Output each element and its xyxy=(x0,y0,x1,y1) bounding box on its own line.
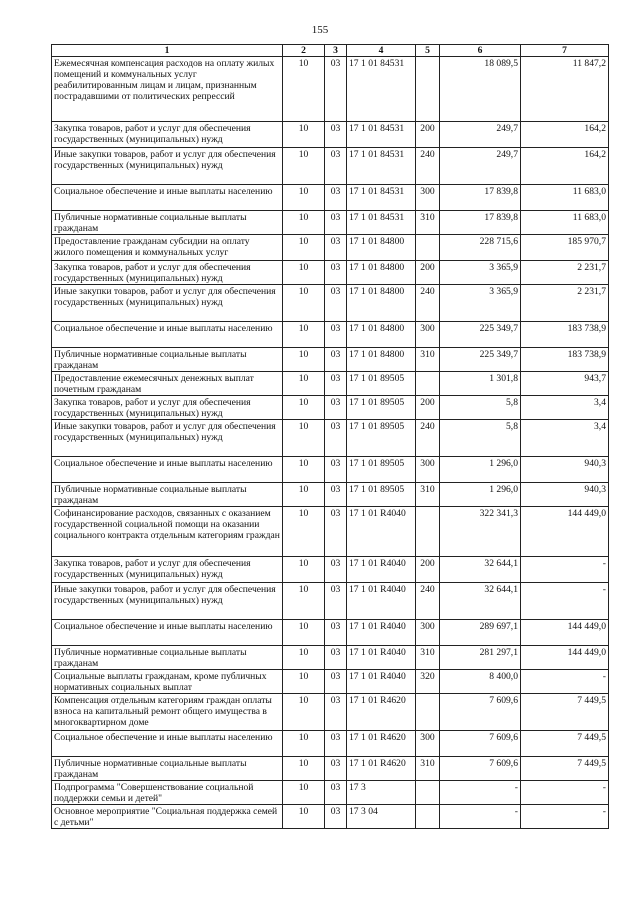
table-row xyxy=(52,285,609,322)
row-expense-type: 310 xyxy=(416,483,440,507)
row-value-col6: 225 349,7 xyxy=(440,348,521,372)
row-value-col7: - xyxy=(521,805,609,829)
row-value-col7: 7 449,5 xyxy=(521,731,609,757)
row-subsection: 03 xyxy=(325,457,347,483)
table-header xyxy=(52,45,609,57)
row-article-code: 17 1 01 R4040 xyxy=(347,670,416,694)
row-expense-type: 240 xyxy=(416,420,440,457)
table-row xyxy=(52,261,609,285)
row-article-code: 17 1 01 89505 xyxy=(347,372,416,396)
row-name: Закупка товаров, работ и услуг для обеспечения государственных (муниципальных) нужд xyxy=(52,261,283,285)
row-value-col7: 11 683,0 xyxy=(521,185,609,211)
row-subsection: 03 xyxy=(325,396,347,420)
row-value-col6: 249,7 xyxy=(440,148,521,185)
table-row xyxy=(52,372,609,396)
row-name: Социальные выплаты гражданам, кроме публичных нормативных социальных выплат xyxy=(52,670,283,694)
row-article-code: 17 1 01 89505 xyxy=(347,457,416,483)
row-expense-type: 320 xyxy=(416,670,440,694)
row-name: Публичные нормативные социальные выплаты гражданам xyxy=(52,211,283,235)
header-col-5: 5 xyxy=(416,45,440,57)
row-name: Публичные нормативные социальные выплаты гражданам xyxy=(52,646,283,670)
row-expense-type: 310 xyxy=(416,757,440,781)
header-col-2: 2 xyxy=(283,45,325,57)
row-expense-type xyxy=(416,805,440,829)
row-expense-type xyxy=(416,694,440,731)
row-value-col7: 11 683,0 xyxy=(521,211,609,235)
row-name: Предоставление ежемесячных денежных выплат почетным гражданам xyxy=(52,372,283,396)
row-value-col7: 183 738,9 xyxy=(521,322,609,348)
row-value-col7: 940,3 xyxy=(521,483,609,507)
row-subsection: 03 xyxy=(325,507,347,557)
row-article-code: 17 1 01 R4040 xyxy=(347,507,416,557)
row-name: Социальное обеспечение и иные выплаты населению xyxy=(52,620,283,646)
table-row xyxy=(52,185,609,211)
row-name: Основное мероприятие "Социальная поддержка семей с детьми" xyxy=(52,805,283,829)
row-value-col6: 5,8 xyxy=(440,420,521,457)
row-value-col6: 5,8 xyxy=(440,396,521,420)
row-article-code: 17 1 01 84531 xyxy=(347,122,416,148)
row-value-col6: 281 297,1 xyxy=(440,646,521,670)
row-subsection: 03 xyxy=(325,483,347,507)
row-section: 10 xyxy=(283,211,325,235)
row-expense-type: 300 xyxy=(416,731,440,757)
row-article-code: 17 3 xyxy=(347,781,416,805)
row-section: 10 xyxy=(283,757,325,781)
table-row xyxy=(52,148,609,185)
row-section: 10 xyxy=(283,372,325,396)
row-article-code: 17 1 01 84800 xyxy=(347,322,416,348)
row-value-col6: 7 609,6 xyxy=(440,757,521,781)
row-value-col7: 185 970,7 xyxy=(521,235,609,261)
table-row xyxy=(52,620,609,646)
row-article-code: 17 1 01 R4040 xyxy=(347,646,416,670)
row-section: 10 xyxy=(283,235,325,261)
row-name: Публичные нормативные социальные выплаты гражданам xyxy=(52,483,283,507)
row-expense-type: 300 xyxy=(416,620,440,646)
row-value-col7: 940,3 xyxy=(521,457,609,483)
row-expense-type: 240 xyxy=(416,583,440,620)
row-subsection: 03 xyxy=(325,348,347,372)
row-section: 10 xyxy=(283,557,325,583)
row-value-col7: 144 449,0 xyxy=(521,507,609,557)
table-row xyxy=(52,322,609,348)
row-section: 10 xyxy=(283,261,325,285)
row-value-col7: 2 231,7 xyxy=(521,261,609,285)
row-value-col6: 1 296,0 xyxy=(440,457,521,483)
row-value-col6: 32 644,1 xyxy=(440,557,521,583)
row-name: Подпрограмма "Совершенствование социальной поддержки семьи и детей" xyxy=(52,781,283,805)
row-value-col6: 17 839,8 xyxy=(440,185,521,211)
row-name: Ежемесячная компенсация расходов на оплату жилых помещений и коммунальных услуг реабилитированным лицам и лицам, признанным пострадавшими от политических репрессий xyxy=(52,57,283,122)
header-col-7: 7 xyxy=(521,45,609,57)
row-value-col7: 3,4 xyxy=(521,396,609,420)
row-subsection: 03 xyxy=(325,781,347,805)
row-section: 10 xyxy=(283,348,325,372)
budget-table xyxy=(51,44,609,829)
row-section: 10 xyxy=(283,507,325,557)
row-value-col7: 3,4 xyxy=(521,420,609,457)
row-value-col6: - xyxy=(440,805,521,829)
row-section: 10 xyxy=(283,420,325,457)
row-article-code: 17 1 01 84531 xyxy=(347,211,416,235)
row-value-col6: 1 301,8 xyxy=(440,372,521,396)
table-row xyxy=(52,420,609,457)
row-section: 10 xyxy=(283,457,325,483)
row-article-code: 17 1 01 84531 xyxy=(347,57,416,122)
row-expense-type: 200 xyxy=(416,261,440,285)
row-value-col6: 249,7 xyxy=(440,122,521,148)
row-article-code: 17 1 01 84800 xyxy=(347,348,416,372)
row-article-code: 17 1 01 84531 xyxy=(347,148,416,185)
table-row xyxy=(52,457,609,483)
table-row xyxy=(52,211,609,235)
row-expense-type: 200 xyxy=(416,557,440,583)
row-section: 10 xyxy=(283,731,325,757)
table-row xyxy=(52,557,609,583)
row-value-col7: - xyxy=(521,583,609,620)
row-name: Закупка товаров, работ и услуг для обеспечения государственных (муниципальных) нужд xyxy=(52,557,283,583)
row-value-col6: 3 365,9 xyxy=(440,261,521,285)
row-subsection: 03 xyxy=(325,670,347,694)
row-article-code: 17 1 01 R4620 xyxy=(347,731,416,757)
row-expense-type: 310 xyxy=(416,211,440,235)
row-subsection: 03 xyxy=(325,185,347,211)
row-article-code: 17 1 01 84531 xyxy=(347,185,416,211)
row-value-col7: - xyxy=(521,781,609,805)
row-expense-type: 300 xyxy=(416,185,440,211)
table-row xyxy=(52,670,609,694)
row-section: 10 xyxy=(283,483,325,507)
row-subsection: 03 xyxy=(325,620,347,646)
row-name: Иные закупки товаров, работ и услуг для обеспечения государственных (муниципальных) нужд xyxy=(52,583,283,620)
row-expense-type xyxy=(416,507,440,557)
row-subsection: 03 xyxy=(325,557,347,583)
row-value-col6: 322 341,3 xyxy=(440,507,521,557)
row-name: Закупка товаров, работ и услуг для обеспечения государственных (муниципальных) нужд xyxy=(52,122,283,148)
row-section: 10 xyxy=(283,670,325,694)
row-value-col7: 11 847,2 xyxy=(521,57,609,122)
row-name: Компенсация отдельным категориям граждан оплаты взноса на капитальный ремонт общего имущества в многоквартирном доме xyxy=(52,694,283,731)
row-subsection: 03 xyxy=(325,372,347,396)
row-value-col7: 183 738,9 xyxy=(521,348,609,372)
table-row xyxy=(52,483,609,507)
row-section: 10 xyxy=(283,583,325,620)
row-name: Иные закупки товаров, работ и услуг для обеспечения государственных (муниципальных) нужд xyxy=(52,285,283,322)
row-subsection: 03 xyxy=(325,646,347,670)
row-value-col7: - xyxy=(521,557,609,583)
table-row xyxy=(52,122,609,148)
row-section: 10 xyxy=(283,805,325,829)
row-article-code: 17 3 04 xyxy=(347,805,416,829)
row-article-code: 17 1 01 R4040 xyxy=(347,583,416,620)
row-subsection: 03 xyxy=(325,694,347,731)
header-col-1: 1 xyxy=(52,45,283,57)
row-expense-type xyxy=(416,57,440,122)
table-row xyxy=(52,805,609,829)
row-value-col7: 7 449,5 xyxy=(521,694,609,731)
row-expense-type: 200 xyxy=(416,396,440,420)
row-value-col6: 7 609,6 xyxy=(440,731,521,757)
row-subsection: 03 xyxy=(325,805,347,829)
table-row xyxy=(52,694,609,731)
row-value-col6: 228 715,6 xyxy=(440,235,521,261)
table-row xyxy=(52,757,609,781)
header-col-6: 6 xyxy=(440,45,521,57)
row-value-col6: 225 349,7 xyxy=(440,322,521,348)
row-expense-type xyxy=(416,781,440,805)
row-value-col6: 289 697,1 xyxy=(440,620,521,646)
row-expense-type: 310 xyxy=(416,348,440,372)
row-value-col7: - xyxy=(521,670,609,694)
row-name: Социальное обеспечение и иные выплаты населению xyxy=(52,457,283,483)
row-subsection: 03 xyxy=(325,261,347,285)
row-article-code: 17 1 01 R4040 xyxy=(347,557,416,583)
row-section: 10 xyxy=(283,148,325,185)
header-col-4: 4 xyxy=(347,45,416,57)
row-section: 10 xyxy=(283,781,325,805)
row-subsection: 03 xyxy=(325,211,347,235)
row-article-code: 17 1 01 84800 xyxy=(347,285,416,322)
row-value-col6: 7 609,6 xyxy=(440,694,521,731)
row-subsection: 03 xyxy=(325,757,347,781)
row-name: Социальное обеспечение и иные выплаты населению xyxy=(52,322,283,348)
row-section: 10 xyxy=(283,57,325,122)
table-row xyxy=(52,646,609,670)
row-value-col7: 7 449,5 xyxy=(521,757,609,781)
row-section: 10 xyxy=(283,285,325,322)
row-name: Социальное обеспечение и иные выплаты населению xyxy=(52,185,283,211)
table-row xyxy=(52,235,609,261)
row-subsection: 03 xyxy=(325,235,347,261)
row-article-code: 17 1 01 84800 xyxy=(347,261,416,285)
row-name: Закупка товаров, работ и услуг для обеспечения государственных (муниципальных) нужд xyxy=(52,396,283,420)
row-subsection: 03 xyxy=(325,583,347,620)
row-name: Иные закупки товаров, работ и услуг для обеспечения государственных (муниципальных) нужд xyxy=(52,420,283,457)
row-expense-type: 300 xyxy=(416,322,440,348)
row-value-col7: 144 449,0 xyxy=(521,620,609,646)
row-expense-type: 300 xyxy=(416,457,440,483)
row-section: 10 xyxy=(283,396,325,420)
header-row xyxy=(52,45,609,57)
row-subsection: 03 xyxy=(325,148,347,185)
row-article-code: 17 1 01 R4040 xyxy=(347,620,416,646)
row-article-code: 17 1 01 R4620 xyxy=(347,694,416,731)
row-subsection: 03 xyxy=(325,731,347,757)
table-row xyxy=(52,781,609,805)
table-row xyxy=(52,583,609,620)
row-name: Публичные нормативные социальные выплаты гражданам xyxy=(52,348,283,372)
row-value-col6: 1 296,0 xyxy=(440,483,521,507)
row-value-col7: 943,7 xyxy=(521,372,609,396)
table-body xyxy=(52,57,609,829)
row-article-code: 17 1 01 89505 xyxy=(347,420,416,457)
row-expense-type xyxy=(416,235,440,261)
row-expense-type: 240 xyxy=(416,285,440,322)
table-row xyxy=(52,348,609,372)
row-expense-type: 310 xyxy=(416,646,440,670)
row-expense-type: 200 xyxy=(416,122,440,148)
row-expense-type: 240 xyxy=(416,148,440,185)
row-value-col6: 3 365,9 xyxy=(440,285,521,322)
row-value-col6: - xyxy=(440,781,521,805)
row-name: Иные закупки товаров, работ и услуг для обеспечения государственных (муниципальных) нужд xyxy=(52,148,283,185)
row-value-col6: 32 644,1 xyxy=(440,583,521,620)
row-article-code: 17 1 01 R4620 xyxy=(347,757,416,781)
page-number: 155 xyxy=(311,24,329,36)
row-subsection: 03 xyxy=(325,285,347,322)
table-row xyxy=(52,57,609,122)
row-value-col6: 18 089,5 xyxy=(440,57,521,122)
row-name: Социальное обеспечение и иные выплаты населению xyxy=(52,731,283,757)
row-subsection: 03 xyxy=(325,322,347,348)
row-value-col7: 164,2 xyxy=(521,148,609,185)
row-section: 10 xyxy=(283,185,325,211)
row-value-col7: 164,2 xyxy=(521,122,609,148)
table-row xyxy=(52,507,609,557)
row-subsection: 03 xyxy=(325,57,347,122)
table-row xyxy=(52,396,609,420)
row-name: Публичные нормативные социальные выплаты гражданам xyxy=(52,757,283,781)
row-section: 10 xyxy=(283,646,325,670)
row-section: 10 xyxy=(283,322,325,348)
row-section: 10 xyxy=(283,620,325,646)
row-value-col7: 144 449,0 xyxy=(521,646,609,670)
row-name: Предоставление гражданам субсидии на оплату жилого помещения и коммунальных услуг xyxy=(52,235,283,261)
row-article-code: 17 1 01 89505 xyxy=(347,483,416,507)
row-name: Софинансирование расходов, связанных с оказанием государственной социальной помощи на оказании социального контракта отдельным категориям граждан xyxy=(52,507,283,557)
row-article-code: 17 1 01 84800 xyxy=(347,235,416,261)
row-expense-type xyxy=(416,372,440,396)
row-article-code: 17 1 01 89505 xyxy=(347,396,416,420)
row-subsection: 03 xyxy=(325,122,347,148)
row-value-col6: 8 400,0 xyxy=(440,670,521,694)
row-value-col7: 2 231,7 xyxy=(521,285,609,322)
row-section: 10 xyxy=(283,694,325,731)
row-subsection: 03 xyxy=(325,420,347,457)
row-section: 10 xyxy=(283,122,325,148)
table-row xyxy=(52,731,609,757)
row-value-col6: 17 839,8 xyxy=(440,211,521,235)
header-col-3: 3 xyxy=(325,45,347,57)
